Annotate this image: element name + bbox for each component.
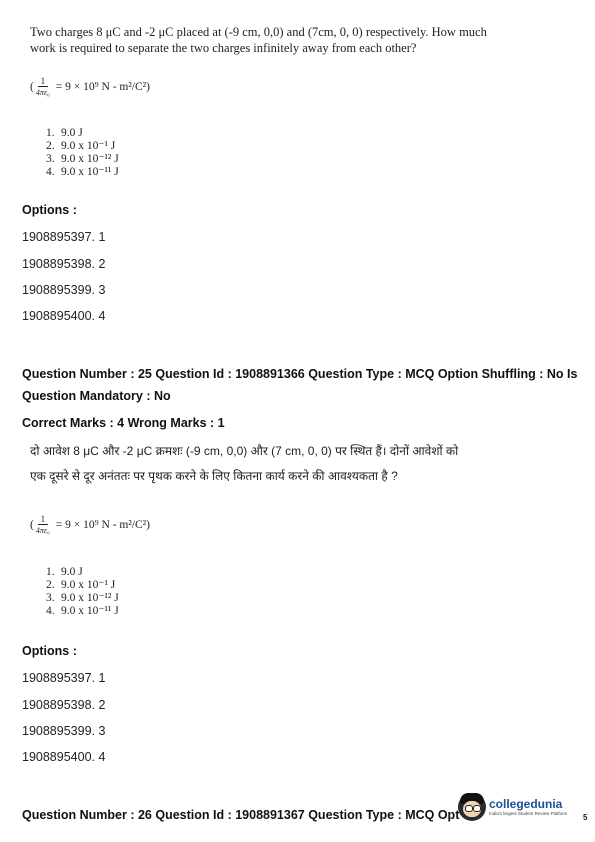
answer-choices bbox=[46, 566, 119, 618]
option-id: 1908895397. 1 bbox=[22, 230, 106, 244]
formula-denominator: 4πε₀ bbox=[35, 88, 50, 97]
coulomb-constant-formula bbox=[30, 514, 150, 536]
formula-numerator: 1 bbox=[38, 76, 49, 87]
formula-rhs: = 9 × 10⁹ N - m²/C²) bbox=[55, 81, 150, 93]
choice-item: 2. 9.0 x 10⁻¹ J bbox=[46, 579, 116, 591]
formula-open-paren: ( bbox=[30, 81, 34, 93]
options-label: Options : bbox=[22, 644, 77, 658]
option-id: 1908895400. 4 bbox=[22, 750, 106, 764]
mascot-icon bbox=[458, 793, 486, 821]
page-number: 5 bbox=[583, 813, 588, 822]
coulomb-constant-formula bbox=[30, 76, 150, 98]
option-id: 1908895398. 2 bbox=[22, 698, 106, 712]
question-marks: Correct Marks : 4 Wrong Marks : 1 bbox=[22, 416, 225, 430]
option-id: 1908895398. 2 bbox=[22, 257, 106, 271]
question-text-line: Two charges 8 μC and -2 μC placed at (-9 cm, 0,0) and (7cm, 0, 0) respectively. How much bbox=[30, 25, 487, 39]
question-text-hindi: दो आवेश 8 μC और -2 μC क्रमशः (-9 cm, 0,0) और (7 cm, 0, 0) पर स्थित हैं। दोनों आवेशों को bbox=[30, 444, 459, 458]
option-id: 1908895400. 4 bbox=[22, 309, 106, 323]
formula-fraction bbox=[36, 76, 50, 98]
option-id: 1908895399. 3 bbox=[22, 283, 106, 297]
choice-item: 3. 9.0 x 10⁻¹² J bbox=[46, 153, 119, 165]
question-mandatory: Question Mandatory : No bbox=[22, 389, 171, 403]
logo-tagline: India's largest Student Review Platform bbox=[489, 810, 568, 816]
choice-item: 1. 9.0 J bbox=[46, 566, 83, 578]
formula-denominator: 4πε₀ bbox=[35, 526, 50, 535]
collegedunia-logo bbox=[458, 793, 567, 821]
option-id: 1908895397. 1 bbox=[22, 671, 106, 685]
choice-item: 2. 9.0 x 10⁻¹ J bbox=[46, 140, 116, 152]
formula-open-paren: ( bbox=[30, 519, 34, 531]
question-text-line: work is required to separate the two charges infinitely away from each other? bbox=[30, 41, 417, 55]
question-header: Question Number : 26 Question Id : 1908891367 Question Type : MCQ Opt bbox=[22, 808, 460, 822]
choice-item: 4. 9.0 x 10⁻¹¹ J bbox=[46, 605, 119, 617]
options-label: Options : bbox=[22, 203, 77, 217]
formula-fraction bbox=[36, 514, 50, 536]
formula-numerator: 1 bbox=[38, 514, 49, 525]
logo-name: collegedunia bbox=[489, 796, 563, 811]
choice-item: 3. 9.0 x 10⁻¹² J bbox=[46, 592, 119, 604]
formula-rhs: = 9 × 10⁹ N - m²/C²) bbox=[55, 519, 150, 531]
choice-item: 4. 9.0 x 10⁻¹¹ J bbox=[46, 166, 119, 178]
choice-item: 1. 9.0 J bbox=[46, 127, 83, 139]
answer-choices bbox=[46, 127, 119, 179]
question-text-hindi: एक दूसरे से दूर अनंततः पर पृथक करने के लिए कितना कार्य करने की आवश्यकता है ? bbox=[30, 469, 398, 483]
option-id: 1908895399. 3 bbox=[22, 724, 106, 738]
question-header: Question Number : 25 Question Id : 1908891366 Question Type : MCQ Option Shuffling : No Is bbox=[22, 367, 578, 381]
